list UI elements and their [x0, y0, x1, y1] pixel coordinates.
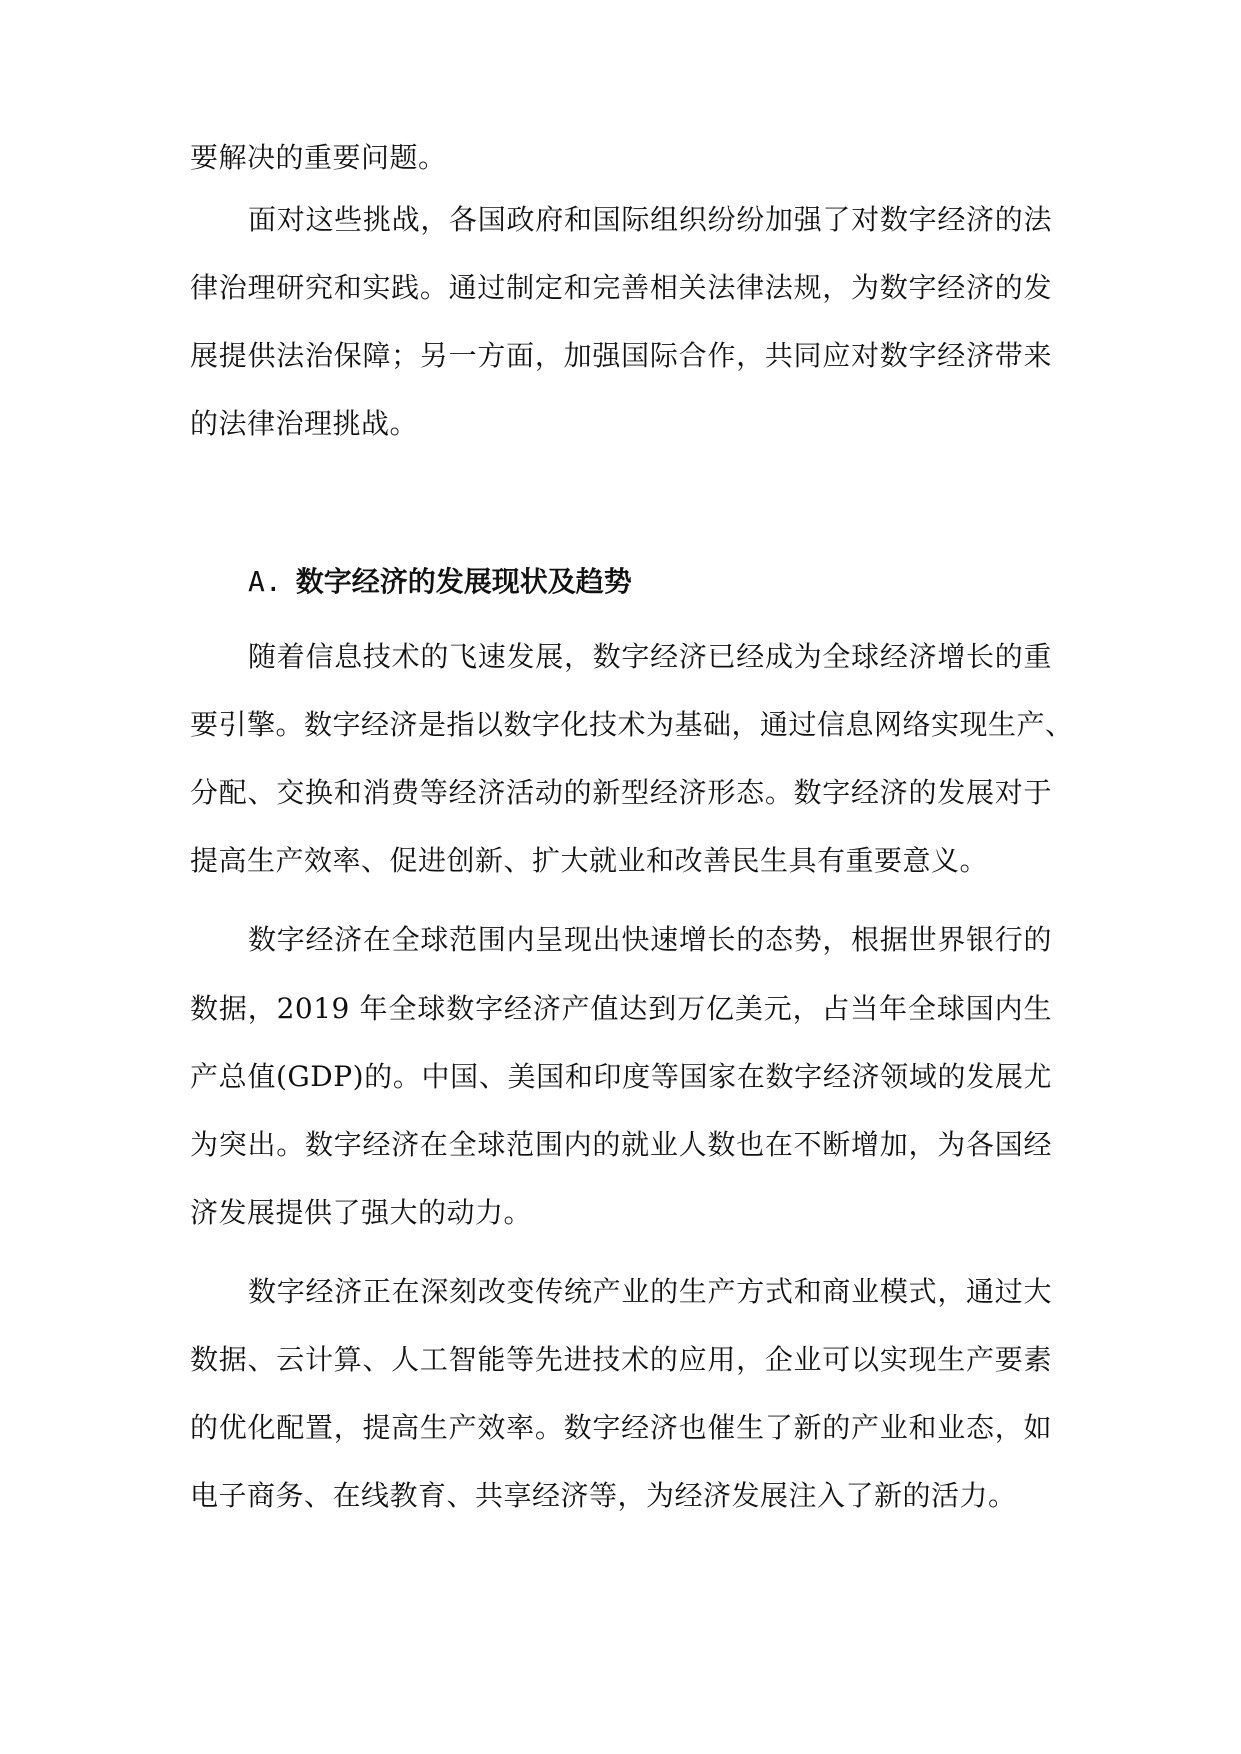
section-heading — [248, 562, 632, 602]
para3-line-2: 数据、云计算、人工智能等先进技术的应用，企业可以实现生产要素 — [190, 1343, 1052, 1376]
para1-line-2: 要引擎。数字经济是指以数字化技术为基础，通过信息网络实现生产、 — [190, 708, 1074, 741]
para3-line-3: 的优化配置，提高生产效率。数字经济也催生了新的产业和业态，如 — [190, 1411, 1052, 1444]
para1-line-4: 提高生产效率、促进创新、扩大就业和改善民生具有重要意义。 — [190, 844, 989, 877]
para2-line-1: 数字经济在全球范围内呈现出快速增长的态势，根据世界银行的 — [248, 923, 1052, 956]
document-page — [190, 0, 1074, 1754]
para3-line-4: 电子商务、在线教育、共享经济等，为经济发展注入了新的活力。 — [190, 1479, 1017, 1512]
para2-line-5: 济发展提供了强大的动力。 — [190, 1196, 533, 1229]
para1-line-1: 随着信息技术的飞速发展，数字经济已经成为全球经济增长的重 — [248, 640, 1052, 673]
intro-line-2: 面对这些挑战，各国政府和国际组织纷纷加强了对数字经济的法 — [248, 203, 1052, 236]
section-title: 数字经济的发展现状及趋势 — [295, 565, 632, 598]
para2-line-2: 数据，2019 年全球数字经济产值达到万亿美元，占当年全球国内生 — [190, 992, 1052, 1025]
intro-line-1: 要解决的重要问题。 — [190, 141, 447, 174]
para1-line-3: 分配、交换和消费等经济活动的新型经济形态。数字经济的发展对于 — [190, 776, 1052, 809]
intro-line-5: 的法律治理挑战。 — [190, 407, 419, 440]
intro-line-3: 律治理研究和实践。通过制定和完善相关法律法规，为数字经济的发 — [190, 271, 1052, 304]
para2-line-4: 为突出。数字经济在全球范围内的就业人数也在不断增加，为各国经 — [190, 1128, 1052, 1161]
para3-line-1: 数字经济正在深刻改变传统产业的生产方式和商业模式，通过大 — [248, 1275, 1052, 1308]
section-marker: A. — [248, 565, 282, 598]
intro-line-4: 展提供法治保障；另一方面，加强国际合作，共同应对数字经济带来 — [190, 339, 1052, 372]
para2-line-3: 产总值(GDP)的。中国、美国和印度等国家在数字经济领域的发展尤 — [190, 1060, 1052, 1093]
